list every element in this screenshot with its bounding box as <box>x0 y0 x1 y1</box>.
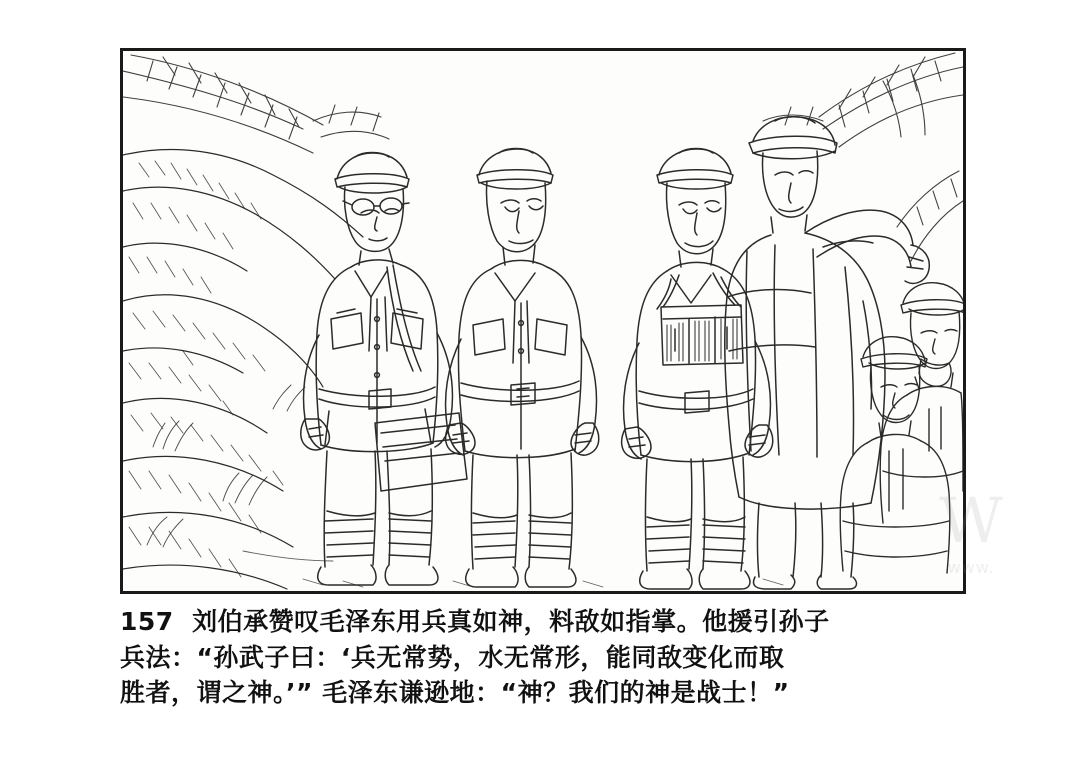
watermark-text: www. <box>947 558 995 577</box>
caption-line-3: 胜者，谓之神。’” 毛泽东谦逊地：“神？我们的神是战士！” <box>120 678 790 707</box>
caption-line-2: 兵法：“孙武子曰：‘兵无常势，水无常形，能同敌变化而取 <box>120 642 785 672</box>
caption-line-1: 157 刘伯承赞叹毛泽东用兵真如神，料敌如指掌。他援引孙子 <box>120 607 830 636</box>
illustration-panel <box>120 48 966 594</box>
caption <box>120 604 960 711</box>
watermark-mark: W <box>939 484 1003 557</box>
illustration-canvas <box>123 51 963 591</box>
line-art-illustration <box>123 51 963 591</box>
